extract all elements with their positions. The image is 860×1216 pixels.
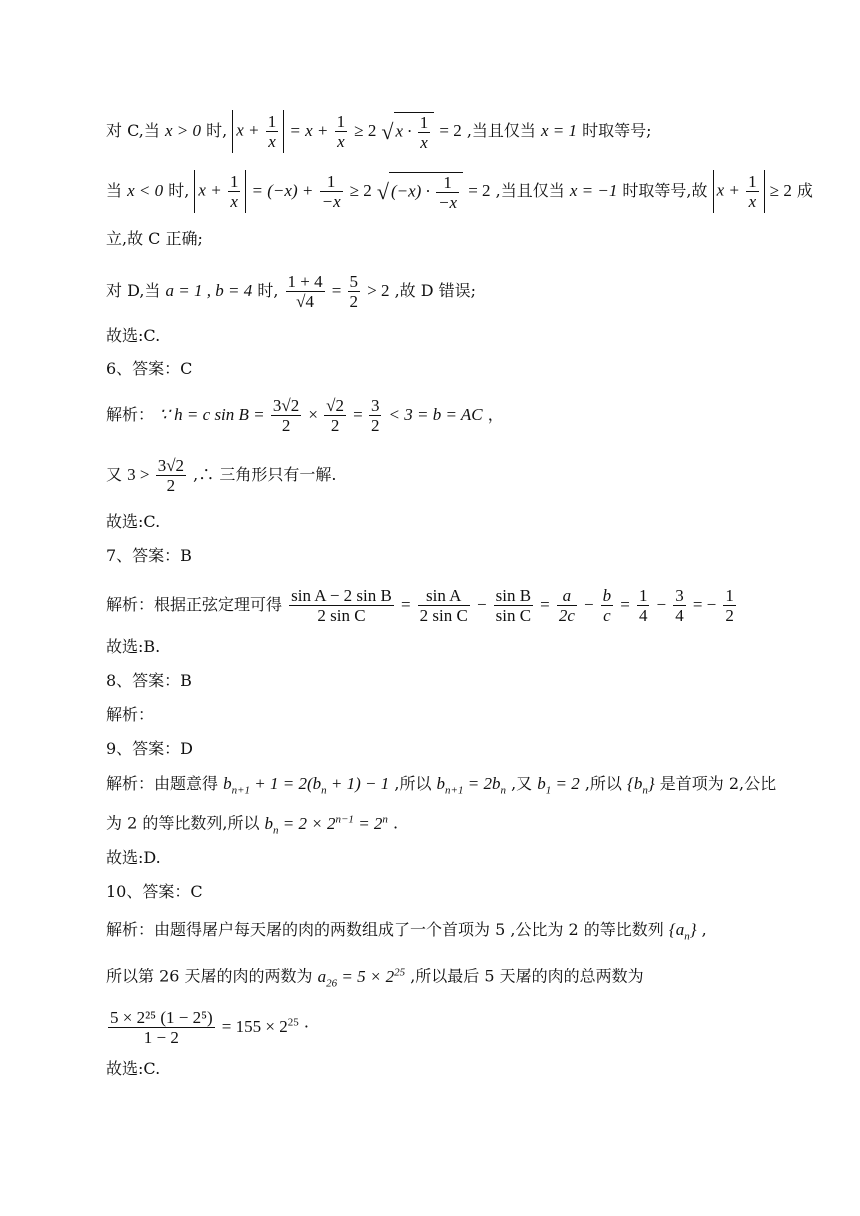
text-line	[106, 808, 398, 841]
math	[264, 813, 388, 837]
fraction	[436, 173, 459, 212]
text: 9、答案：D	[106, 739, 194, 758]
subscript: n	[321, 784, 327, 797]
text: ,	[701, 920, 707, 939]
numerator: 1	[748, 172, 757, 191]
denominator: 4	[675, 606, 684, 625]
numerator: 5 × 2²⁵ (1 − 2⁵)	[110, 1008, 213, 1027]
text: 时,	[206, 121, 228, 140]
denominator: 4	[638, 606, 648, 625]
math	[627, 774, 655, 797]
fraction	[289, 586, 394, 625]
math-base: b	[436, 774, 446, 793]
text: 故选:C.	[106, 326, 161, 345]
math-part: + 1) − 1	[326, 774, 390, 793]
text: ,∴ 三角形只有一解.	[193, 465, 337, 484]
text: 解析：由题得屠户每天屠的肉的两数组成了一个首项为 5 ,公比为 2 的等比数列	[106, 920, 664, 939]
fraction	[673, 586, 686, 625]
text-line-6-solution	[106, 396, 504, 435]
numerator: 1	[419, 112, 429, 132]
math-base: b	[537, 774, 546, 793]
subscript: n+1	[231, 784, 251, 797]
denominator: 1 − 2	[143, 1028, 179, 1047]
denominator: x	[230, 192, 238, 211]
math-part: }	[689, 920, 697, 939]
text: .	[393, 813, 399, 833]
text: 立,故 C 正确;	[106, 229, 203, 248]
math: < 3 = b = AC	[388, 405, 483, 424]
numerator: √2	[326, 396, 345, 415]
math: x < 0	[127, 181, 164, 200]
math-part: = 2 × 2	[278, 813, 336, 833]
abs-expression	[194, 170, 246, 213]
fraction	[266, 112, 279, 151]
answer-heading	[106, 881, 203, 903]
subscript: n+1	[445, 784, 464, 797]
numerator: 3√2	[272, 396, 300, 415]
fraction	[286, 272, 325, 311]
math-part: = 155 × 2	[221, 1017, 288, 1036]
math: ×	[308, 405, 323, 424]
denominator: −x	[321, 192, 341, 211]
subscript: n	[642, 784, 648, 797]
answer-heading	[106, 738, 193, 760]
text: ,故 D 错误;	[394, 281, 477, 300]
text: ,所以最后 5 天屠的肉的总两数为	[410, 966, 644, 986]
math: =	[353, 405, 367, 424]
fraction	[271, 396, 301, 435]
numerator: 1	[336, 112, 346, 131]
math	[537, 774, 580, 797]
sqrt: √ x · $\frac{1}{x}$	[381, 112, 434, 152]
fraction	[156, 456, 186, 495]
text: ,所以	[584, 774, 622, 793]
math-part: }	[647, 774, 655, 793]
text-line	[106, 704, 154, 726]
text: 成	[796, 181, 813, 200]
text-line-10-solution	[106, 919, 707, 947]
text-line	[106, 1058, 160, 1080]
denominator: 2	[349, 292, 359, 311]
math-base: b	[223, 774, 232, 793]
text: 当	[106, 181, 123, 200]
math: −	[476, 595, 487, 614]
denominator: 2	[330, 416, 340, 435]
superscript: n	[382, 813, 388, 825]
numerator: 1	[320, 172, 343, 192]
text: 7、答案：B	[106, 546, 192, 565]
text: 故选:C.	[106, 512, 161, 531]
math: 3 >	[127, 465, 154, 484]
text: 对 C,当	[106, 121, 160, 140]
sqrt: √ (−x) · $\frac{1}{-x}$	[377, 172, 463, 212]
text-line	[106, 961, 644, 994]
numerator: 3√2	[157, 456, 185, 475]
math: = −	[692, 595, 717, 614]
math: x +	[198, 180, 226, 200]
text: 时,	[257, 281, 279, 300]
text: 8、答案：B	[106, 671, 192, 690]
math: = 2	[468, 181, 491, 200]
text-line-c-positive	[106, 110, 652, 153]
numerator: 1 + 4	[287, 272, 323, 291]
fraction	[601, 586, 614, 625]
text-line	[106, 228, 203, 250]
text: 解析：	[106, 705, 155, 724]
denominator: −x	[438, 192, 458, 212]
math: ≥ 2	[349, 181, 372, 200]
math: = x +	[289, 121, 333, 140]
text: 时取等号,故	[622, 181, 708, 200]
text: 10、答案：C	[106, 882, 203, 901]
text: 又	[106, 465, 123, 484]
text-line-9-solution	[106, 773, 776, 801]
denominator: x	[748, 192, 757, 211]
denominator: 2	[370, 416, 380, 435]
text: ·	[303, 1017, 309, 1036]
denominator: 2c	[558, 606, 575, 625]
denominator: x	[268, 132, 276, 151]
text-line	[106, 456, 336, 495]
subscript: n	[500, 784, 506, 797]
text: ,所以	[394, 774, 432, 793]
math-base: {b	[627, 774, 643, 793]
subscript: n	[273, 824, 279, 837]
math: = (−x) +	[251, 181, 318, 200]
text: 时,	[168, 181, 190, 200]
math	[317, 966, 406, 990]
numerator: sin A	[418, 586, 470, 606]
math: ∵ h = c sin B =	[159, 405, 269, 424]
subscript: 1	[545, 784, 552, 797]
math: x ·	[395, 120, 416, 140]
math-base: {a	[668, 920, 685, 939]
denominator: x	[420, 132, 428, 152]
denominator: 2	[281, 416, 291, 435]
text: ，	[487, 405, 504, 424]
text-line-7-solution	[106, 586, 738, 625]
text-line	[106, 325, 160, 347]
math: =	[540, 595, 550, 614]
text: 故选:C.	[106, 1059, 161, 1078]
math: ≥ 2	[769, 181, 792, 200]
numerator: b	[602, 586, 612, 605]
numerator: 1	[638, 586, 648, 605]
numerator: 1	[436, 173, 459, 193]
text: 解析：	[106, 405, 155, 424]
numerator: a	[557, 586, 577, 606]
numerator: 5	[349, 272, 359, 291]
text-line-c-negative	[106, 170, 813, 213]
numerator: 1	[229, 172, 239, 191]
fraction	[369, 396, 382, 435]
math-part: + 1 = 2(b	[250, 774, 322, 793]
math-base: b	[264, 813, 274, 833]
abs-expression	[232, 110, 284, 153]
text: 6、答案：C	[106, 359, 193, 378]
math-part: = 5 × 2	[337, 966, 395, 986]
fraction	[418, 113, 431, 152]
text: 时取等号;	[582, 121, 652, 140]
text: 故选:D.	[106, 848, 161, 867]
math: −	[583, 595, 594, 614]
denominator: sin C	[495, 606, 532, 625]
numerator: 1	[267, 112, 277, 131]
numerator: 3	[675, 586, 684, 605]
text: 是首项为 2,公比	[659, 774, 777, 793]
answer-heading	[106, 358, 192, 380]
math	[668, 920, 697, 943]
text: 解析：由题意得	[106, 774, 219, 793]
denominator: x	[337, 132, 345, 151]
text-line	[106, 636, 160, 658]
denominator: c	[603, 606, 611, 625]
fraction	[418, 586, 470, 625]
math: x = −1	[569, 181, 618, 200]
text: 解析：根据正弦定理可得	[106, 595, 283, 614]
abs-expression	[713, 170, 765, 213]
subscript: n	[684, 930, 690, 943]
math-part: = 2	[551, 774, 580, 793]
math: (−x) ·	[390, 180, 435, 200]
fraction	[348, 272, 361, 311]
text: 对 D,当	[106, 281, 161, 300]
fraction	[494, 586, 533, 625]
fraction	[108, 1008, 215, 1047]
denominator: 2	[166, 476, 176, 495]
math: = 2	[439, 121, 462, 140]
numerator: sin B	[495, 586, 532, 605]
subscript: 26	[326, 977, 338, 990]
fraction	[335, 112, 348, 151]
math	[436, 774, 506, 797]
fraction	[228, 172, 241, 211]
text-line	[106, 511, 160, 533]
math: =	[331, 281, 346, 300]
text-line	[106, 1008, 309, 1047]
math: ≥ 2	[354, 121, 377, 140]
text: ,当且仅当	[495, 181, 565, 200]
denominator: 2 sin C	[419, 606, 468, 625]
denominator: √4	[296, 292, 314, 311]
math: −	[656, 595, 667, 614]
text: ,当且仅当	[466, 121, 536, 140]
superscript: 25	[394, 966, 406, 978]
math: a = 1 , b = 4	[165, 281, 253, 300]
text: 故选:B.	[106, 637, 161, 656]
text: 为 2 的等比数列,所以	[106, 813, 260, 833]
answer-heading	[106, 670, 192, 692]
math-base: a	[317, 966, 327, 986]
fraction	[320, 172, 343, 211]
math-part: = 2b	[463, 774, 501, 793]
fraction	[746, 172, 759, 211]
superscript: 25	[287, 1016, 299, 1029]
answer-heading	[106, 545, 192, 567]
math: x > 0	[164, 121, 201, 140]
math: =	[400, 595, 411, 614]
numerator: sin A − 2 sin B	[291, 586, 392, 605]
text-line	[106, 847, 161, 869]
superscript: n−1	[335, 813, 354, 825]
numerator: 3	[370, 396, 380, 415]
fraction	[637, 586, 650, 625]
denominator: 2 sin C	[317, 606, 366, 625]
math	[222, 1017, 299, 1036]
math: x = 1	[541, 121, 578, 140]
math: x +	[716, 180, 745, 200]
math: x +	[236, 120, 264, 140]
text-line-d	[106, 272, 476, 311]
denominator: 2	[725, 606, 734, 625]
text: ,又	[511, 774, 533, 793]
math	[223, 774, 390, 797]
text: 所以第 26 天屠的肉的两数为	[106, 966, 313, 986]
math: > 2	[367, 281, 390, 300]
math: =	[620, 595, 630, 614]
numerator: 1	[725, 586, 734, 605]
math-part: = 2	[353, 813, 383, 833]
fraction	[723, 586, 736, 625]
fraction	[557, 586, 577, 625]
fraction	[324, 396, 346, 435]
